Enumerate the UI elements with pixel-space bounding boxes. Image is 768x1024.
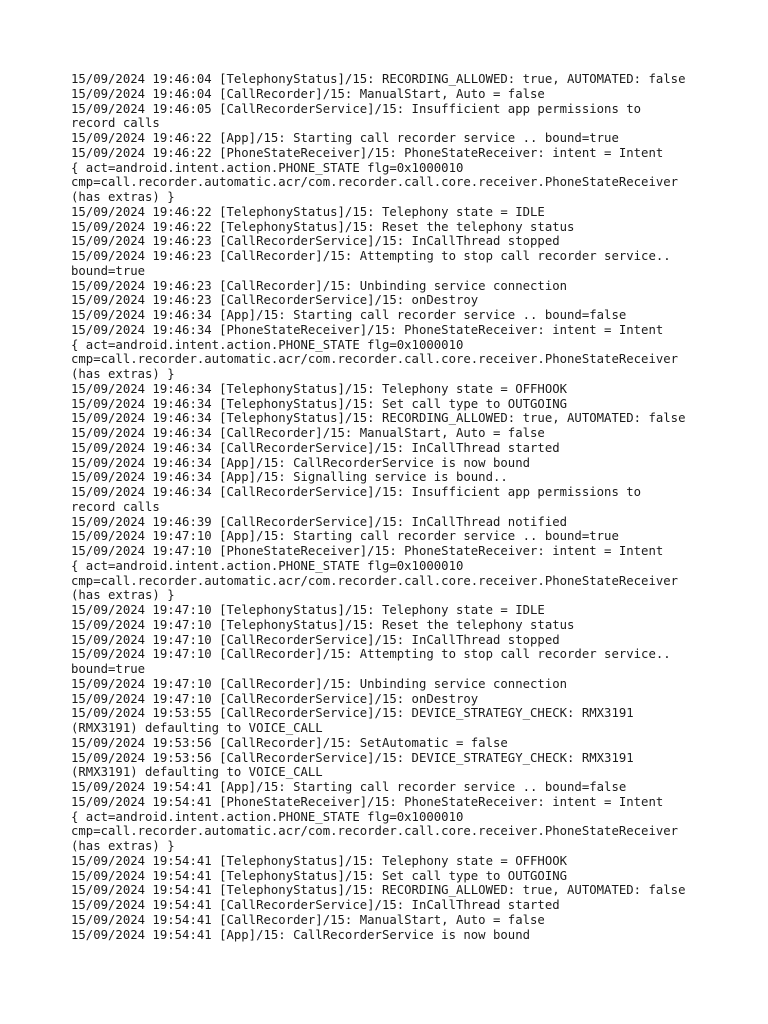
log-line: 15/09/2024 19:46:22 [App]/15: Starting call recorder service .. bound=true (71, 131, 619, 145)
log-line: 15/09/2024 19:46:23 [CallRecorder]/15: Attempting to stop call recorder service.. (71, 249, 671, 263)
log-line: (has extras) } (71, 367, 175, 381)
log-line: record calls (71, 499, 160, 514)
log-line: 15/09/2024 19:46:04 [CallRecorder]/15: ManualStart, Auto = false (71, 86, 545, 101)
log-line: 15/09/2024 19:54:41 [App]/15: Starting call recorder service .. bound=false (71, 780, 627, 794)
log-line: 15/09/2024 19:46:34 [CallRecorder]/15: ManualStart, Auto = false (71, 426, 545, 440)
log-line: 15/09/2024 19:46:34 [CallRecorderService]/15: Insufficient app permissions to (71, 485, 642, 499)
log-line: 15/09/2024 19:53:56 [CallRecorder]/15: SetAutomatic = false (71, 735, 508, 750)
log-line: 15/09/2024 19:53:55 [CallRecorderService]/15: DEVICE_STRATEGY_CHECK: RMX3191 (71, 706, 634, 721)
log-line: (RMX3191) defaulting to VOICE_CALL (71, 765, 323, 780)
log-line: 15/09/2024 19:46:23 [CallRecorderService]/15: InCallThread stopped (71, 234, 560, 249)
log-line: 15/09/2024 19:47:10 [TelephonyStatus]/15: Reset the telephony status (71, 617, 575, 632)
log-line: 15/09/2024 19:47:10 [CallRecorder]/15: Unbinding service connection (71, 676, 568, 691)
log-line: 15/09/2024 19:46:34 [TelephonyStatus]/15: Set call type to OUTGOING (71, 396, 568, 411)
log-line: (has extras) } (71, 190, 175, 204)
log-line: 15/09/2024 19:53:56 [CallRecorderService]/15: DEVICE_STRATEGY_CHECK: RMX3191 (71, 750, 634, 765)
log-line: (RMX3191) defaulting to VOICE_CALL (71, 721, 323, 735)
log-line: 15/09/2024 19:54:41 [TelephonyStatus]/15: Set call type to OUTGOING (71, 868, 568, 883)
log-line: 15/09/2024 19:54:41 [CallRecorder]/15: ManualStart, Auto = false (71, 912, 545, 927)
log-line: 15/09/2024 19:47:10 [PhoneStateReceiver]/15: PhoneStateReceiver: intent = Intent (71, 544, 664, 558)
log-line: 15/09/2024 19:54:41 [TelephonyStatus]/15: RECORDING_ALLOWED: true, AUTOMATED: false (71, 883, 686, 898)
log-line: (has extras) } (71, 839, 175, 853)
log-line: (has extras) } (71, 588, 175, 603)
log-line: { act=android.intent.action.PHONE_STATE flg=0x1000010 (71, 337, 464, 352)
log-line: 15/09/2024 19:46:05 [CallRecorderService]/15: Insufficient app permissions to (71, 101, 642, 116)
log-line: 15/09/2024 19:46:22 [PhoneStateReceiver]/15: PhoneStateReceiver: intent = Intent (71, 145, 664, 160)
document-page (71, 72, 711, 942)
log-line: 15/09/2024 19:46:39 [CallRecorderService]/15: InCallThread notified (71, 514, 568, 529)
log-line: 15/09/2024 19:54:41 [PhoneStateReceiver]/15: PhoneStateReceiver: intent = Intent (71, 794, 664, 809)
log-line: 15/09/2024 19:47:10 [App]/15: Starting call recorder service .. bound=true (71, 529, 619, 544)
log-line: 15/09/2024 19:46:34 [PhoneStateReceiver]/15: PhoneStateReceiver: intent = Intent (71, 322, 664, 337)
log-line: 15/09/2024 19:54:41 [TelephonyStatus]/15: Telephony state = OFFHOOK (71, 853, 568, 868)
log-line: 15/09/2024 19:46:23 [CallRecorder]/15: Unbinding service connection (71, 278, 568, 293)
log-line: 15/09/2024 19:46:23 [CallRecorderService]/15: onDestroy (71, 293, 479, 308)
log-line: record calls (71, 116, 160, 131)
log-line: 15/09/2024 19:46:34 [App]/15: CallRecorderService is now bound (71, 455, 531, 470)
log-line: { act=android.intent.action.PHONE_STATE flg=0x1000010 (71, 809, 464, 824)
log-line: 15/09/2024 19:46:34 [CallRecorderService]/15: InCallThread started (71, 440, 560, 455)
log-line: cmp=call.recorder.automatic.acr/com.recorder.call.core.receiver.PhoneStateReceiver (71, 175, 679, 190)
log-line: { act=android.intent.action.PHONE_STATE flg=0x1000010 (71, 558, 464, 573)
log-line: bound=true (71, 662, 146, 676)
log-line: bound=true (71, 263, 146, 278)
log-line: cmp=call.recorder.automatic.acr/com.recorder.call.core.receiver.PhoneStateReceiver (71, 352, 679, 367)
log-line: 15/09/2024 19:47:10 [CallRecorderService]/15: InCallThread stopped (71, 632, 560, 647)
log-line: 15/09/2024 19:54:41 [CallRecorderService]/15: InCallThread started (71, 898, 560, 912)
log-line: 15/09/2024 19:46:34 [App]/15: Starting call recorder service .. bound=false (71, 308, 627, 322)
log-text-block (71, 72, 711, 942)
log-line: 15/09/2024 19:47:10 [CallRecorder]/15: Attempting to stop call recorder service.. (71, 647, 671, 662)
log-line: 15/09/2024 19:46:34 [App]/15: Signalling service is bound.. (71, 470, 508, 485)
log-line: { act=android.intent.action.PHONE_STATE flg=0x1000010 (71, 160, 464, 175)
log-line: 15/09/2024 19:47:10 [TelephonyStatus]/15: Telephony state = IDLE (71, 603, 545, 617)
log-line: 15/09/2024 19:54:41 [App]/15: CallRecorderService is now bound (71, 927, 531, 942)
log-line: 15/09/2024 19:46:34 [TelephonyStatus]/15: Telephony state = OFFHOOK (71, 381, 568, 396)
log-line: cmp=call.recorder.automatic.acr/com.recorder.call.core.receiver.PhoneStateReceiver (71, 573, 679, 588)
log-line: 15/09/2024 19:46:34 [TelephonyStatus]/15: RECORDING_ALLOWED: true, AUTOMATED: false (71, 411, 686, 426)
log-line: 15/09/2024 19:46:04 [TelephonyStatus]/15: RECORDING_ALLOWED: true, AUTOMATED: false (71, 72, 686, 86)
log-line: 15/09/2024 19:46:22 [TelephonyStatus]/15: Telephony state = IDLE (71, 204, 545, 219)
log-line: 15/09/2024 19:46:22 [TelephonyStatus]/15: Reset the telephony status (71, 219, 575, 234)
log-line: cmp=call.recorder.automatic.acr/com.recorder.call.core.receiver.PhoneStateReceiver (71, 824, 679, 839)
log-line: 15/09/2024 19:47:10 [CallRecorderService]/15: onDestroy (71, 691, 479, 706)
